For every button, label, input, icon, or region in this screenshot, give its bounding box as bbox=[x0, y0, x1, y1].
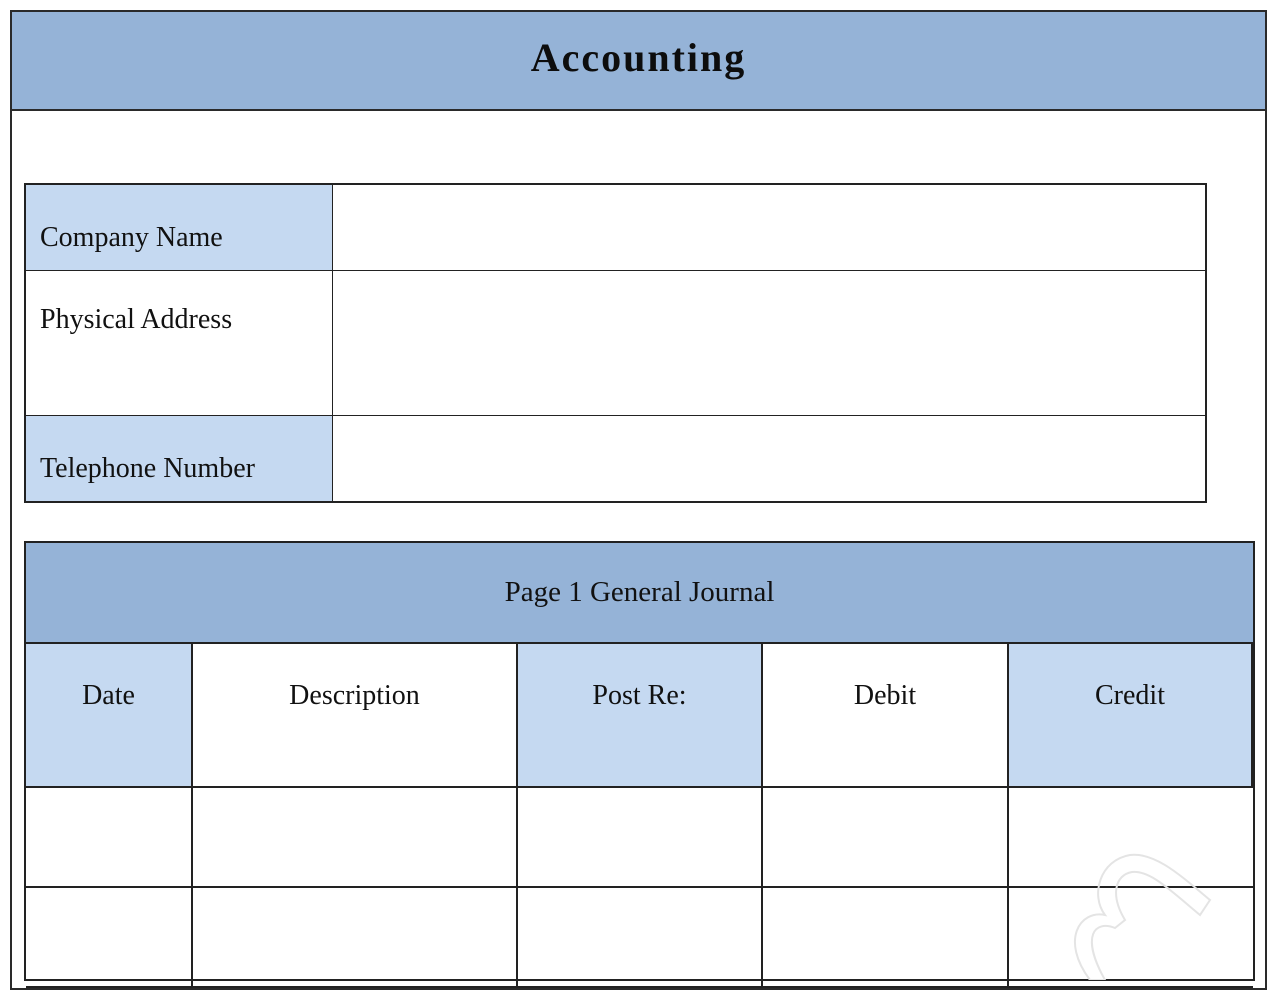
row-2-debit-cell bbox=[763, 888, 1009, 988]
row-1-post-ref-input[interactable] bbox=[518, 788, 761, 886]
row-2-description-input[interactable] bbox=[193, 888, 516, 986]
row-1-date-cell bbox=[26, 788, 193, 888]
row-1-description-cell bbox=[193, 788, 518, 888]
telephone-number-field[interactable] bbox=[333, 416, 1205, 501]
company-name-field[interactable] bbox=[333, 185, 1205, 270]
physical-address-field[interactable] bbox=[333, 271, 1205, 415]
row-1-description-input[interactable] bbox=[193, 788, 516, 886]
journal-grid bbox=[26, 644, 1253, 988]
physical-address-value-cell bbox=[333, 271, 1205, 416]
column-header-debit: Debit bbox=[763, 644, 1009, 788]
row-1-post-ref-cell bbox=[518, 788, 763, 888]
telephone-number-value-cell bbox=[333, 416, 1205, 501]
row-2-credit-input[interactable] bbox=[1009, 888, 1253, 986]
row-2-debit-input[interactable] bbox=[763, 888, 1007, 986]
column-header-date: Date bbox=[26, 644, 193, 788]
row-2-description-cell bbox=[193, 888, 518, 988]
telephone-number-label: Telephone Number bbox=[40, 453, 255, 484]
row-2-post-ref-cell bbox=[518, 888, 763, 988]
column-header-post-ref: Post Re: bbox=[518, 644, 763, 788]
journal-title: Page 1 General Journal bbox=[26, 543, 1253, 644]
row-1-credit-input[interactable] bbox=[1009, 788, 1253, 886]
page-title: Accounting bbox=[530, 35, 747, 80]
row-2-credit-cell bbox=[1009, 888, 1253, 988]
row-2-date-cell bbox=[26, 888, 193, 988]
row-2-post-ref-input[interactable] bbox=[518, 888, 761, 986]
company-name-label: Company Name bbox=[40, 222, 223, 253]
general-journal-table bbox=[24, 541, 1255, 981]
row-1-debit-cell bbox=[763, 788, 1009, 888]
row-1-credit-cell bbox=[1009, 788, 1253, 888]
company-name-value-cell bbox=[333, 185, 1205, 271]
company-info-table bbox=[24, 183, 1207, 503]
title-bar bbox=[12, 12, 1265, 111]
row-1-date-input[interactable] bbox=[26, 788, 191, 886]
telephone-number-label-cell bbox=[26, 416, 333, 501]
column-header-credit: Credit bbox=[1009, 644, 1253, 788]
physical-address-label-cell bbox=[26, 271, 333, 416]
physical-address-label: Physical Address bbox=[40, 304, 233, 335]
row-1-debit-input[interactable] bbox=[763, 788, 1007, 886]
row-2-date-input[interactable] bbox=[26, 888, 191, 986]
company-name-label-cell bbox=[26, 185, 333, 271]
column-header-description: Description bbox=[193, 644, 518, 788]
